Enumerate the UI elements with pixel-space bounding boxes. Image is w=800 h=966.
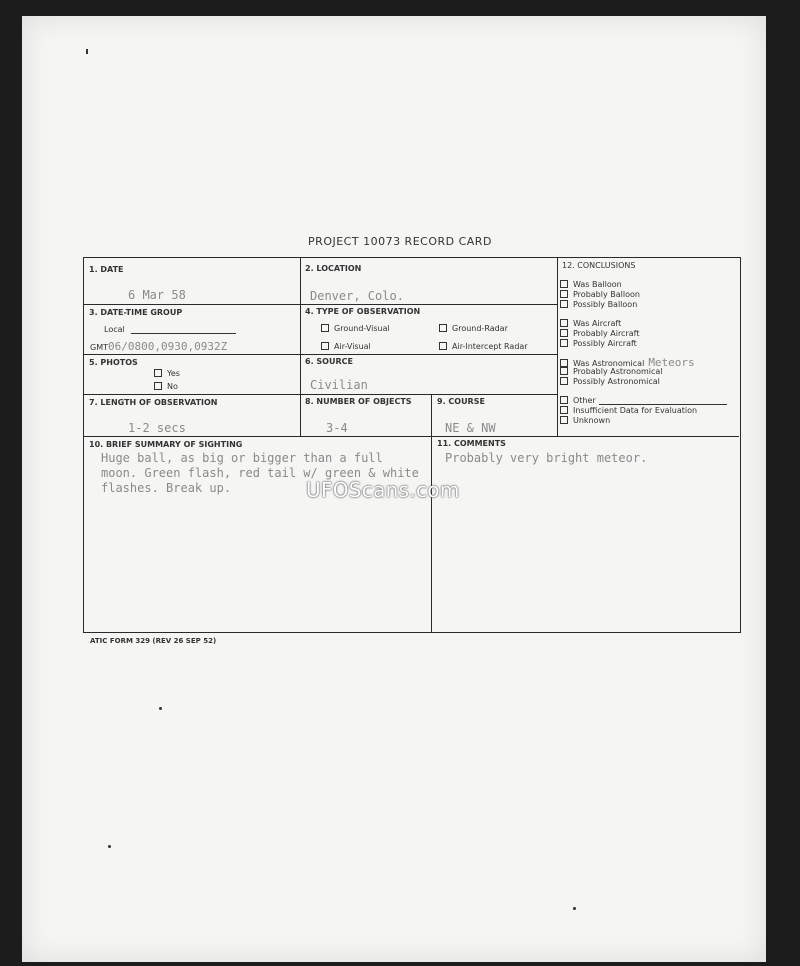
watermark: UFOScans.com [306, 478, 460, 502]
summary-value: Huge ball, as big or bigger than a full moon. Green flash, red tail w/ green & white flashes. Break up. [101, 451, 419, 495]
dust-speck [573, 907, 576, 910]
conclusion-was-astronomical[interactable]: Was Astronomical Meteors [560, 356, 695, 369]
divider [84, 394, 557, 395]
conclusion-was-balloon[interactable]: Was Balloon [560, 280, 622, 289]
dtg-label: 3. DATE-TIME GROUP [89, 308, 183, 317]
form-number: ATIC FORM 329 (REV 26 SEP 52) [90, 637, 217, 645]
dtg-local [104, 325, 236, 334]
astronomical-note: Meteors [648, 356, 695, 369]
summary-label: 10. BRIEF SUMMARY OF SIGHTING [89, 440, 243, 449]
conclusion-insufficient-data[interactable]: Insufficient Data for Evaluation [560, 406, 697, 415]
location-label: 2. LOCATION [305, 264, 362, 273]
length-value: 1-2 secs [128, 421, 186, 435]
checkbox [560, 300, 568, 308]
location-value: Denver, Colo. [310, 289, 404, 303]
checkbox-checked [154, 382, 162, 390]
checkbox [560, 290, 568, 298]
option-photos-yes[interactable]: Yes [154, 369, 180, 378]
divider [84, 354, 557, 355]
record-card [83, 257, 741, 633]
checkbox [560, 329, 568, 337]
dust-speck [86, 49, 88, 54]
conclusion-possibly-balloon[interactable]: Possibly Balloon [560, 300, 637, 309]
date-value: 6 Mar 58 [128, 288, 186, 302]
gmt-value: 06/0800,0930,0932Z [108, 340, 228, 353]
option-air-visual[interactable]: Air-Visual [321, 342, 371, 351]
divider [300, 258, 301, 436]
checkbox [439, 342, 447, 350]
observation-type-label: 4. TYPE OF OBSERVATION [305, 307, 421, 316]
checkbox-checked [560, 359, 568, 367]
checkbox [321, 342, 329, 350]
local-label: Local [104, 325, 125, 334]
divider [84, 436, 739, 437]
dust-speck [108, 845, 111, 848]
checkbox [154, 369, 162, 377]
checkbox-checked [321, 324, 329, 332]
source-value: Civilian [310, 378, 368, 392]
conclusion-probably-aircraft[interactable]: Probably Aircraft [560, 329, 639, 338]
conclusion-unknown[interactable]: Unknown [560, 416, 610, 425]
course-value: NE & NW [445, 421, 496, 435]
checkbox [560, 367, 568, 375]
conclusion-was-aircraft[interactable]: Was Aircraft [560, 319, 621, 328]
checkbox [560, 319, 568, 327]
option-photos-no[interactable]: No [154, 382, 178, 391]
divider [84, 304, 557, 305]
course-label: 9. COURSE [437, 397, 485, 406]
checkbox [560, 406, 568, 414]
length-label: 7. LENGTH OF OBSERVATION [89, 398, 218, 407]
conclusion-possibly-astronomical[interactable]: Possibly Astronomical [560, 377, 660, 386]
divider [557, 258, 558, 436]
objects-value: 3-4 [326, 421, 348, 435]
checkbox [560, 416, 568, 424]
comments-value: Probably very bright meteor. [445, 451, 648, 465]
local-line [131, 333, 236, 334]
date-label: 1. DATE [89, 265, 124, 274]
checkbox [560, 377, 568, 385]
option-ground-visual[interactable]: Ground-Visual [321, 324, 390, 333]
conclusion-possibly-aircraft[interactable]: Possibly Aircraft [560, 339, 637, 348]
option-air-intercept-radar[interactable]: Air-Intercept Radar [439, 342, 528, 351]
checkbox [560, 396, 568, 404]
divider [431, 394, 432, 632]
comments-label: 11. COMMENTS [437, 439, 506, 448]
gmt-label: GMT [90, 343, 108, 352]
conclusion-probably-balloon[interactable]: Probably Balloon [560, 290, 640, 299]
checkbox [439, 324, 447, 332]
option-ground-radar[interactable]: Ground-Radar [439, 324, 508, 333]
checkbox [560, 280, 568, 288]
source-label: 6. SOURCE [305, 357, 353, 366]
dtg-gmt [90, 340, 227, 353]
other-line [599, 404, 727, 405]
card-title: PROJECT 10073 RECORD CARD [308, 235, 492, 248]
objects-label: 8. NUMBER OF OBJECTS [305, 397, 412, 406]
dust-speck [159, 707, 162, 710]
conclusion-other[interactable]: Other [560, 396, 727, 405]
checkbox [560, 339, 568, 347]
conclusions-label: 12. CONCLUSIONS [562, 261, 636, 270]
photos-label: 5. PHOTOS [89, 358, 138, 367]
conclusion-probably-astronomical[interactable]: Probably Astronomical [560, 367, 663, 376]
